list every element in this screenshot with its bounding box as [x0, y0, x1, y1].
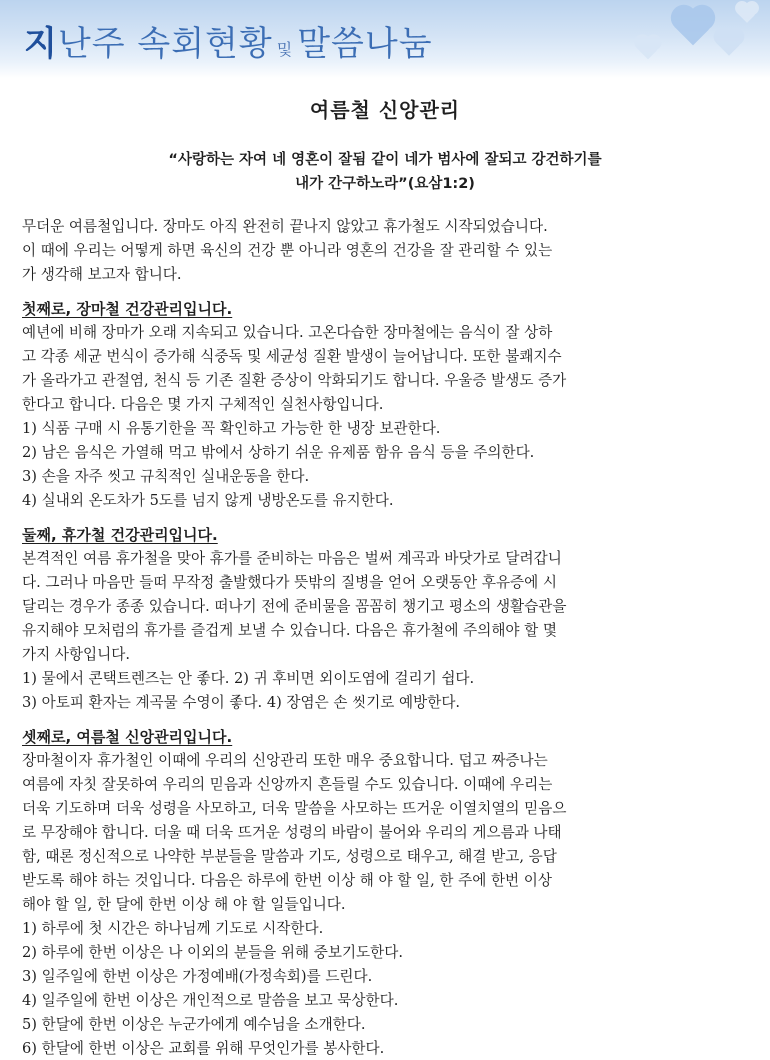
text-line: 달리는 경우가 종종 있습니다. 떠나기 전에 준비물을 꼼꼼히 챙기고 평소의 생활습관을 — [22, 598, 567, 615]
text-line: 가 올라가고 관절염, 천식 등 기존 질환 증상이 악화되기도 합니다. 우울증 발생도 증가 — [22, 372, 567, 389]
text-line: 받도록 해야 하는 것입니다. 다음은 하루에 한번 이상 해 야 할 일, 한 주에 한번 이상 — [22, 872, 552, 889]
text-line: 가지 사항입니다. — [22, 646, 130, 663]
text-line: 장마철이자 휴가철인 이때에 우리의 신앙관리 또한 매우 중요합니다. 덥고 짜증나는 — [22, 752, 548, 769]
list-item: 2) 하루에 한번 이상은 나 이외의 분들을 위해 중보기도한다. — [22, 944, 403, 961]
list-item: 4) 일주일에 한번 이상은 개인적으로 말씀을 보고 묵상한다. — [22, 992, 399, 1009]
text-line: 가 생각해 보고자 합니다. — [22, 266, 182, 283]
text-line: 로 무장해야 합니다. 더울 때 더욱 뜨거운 성령의 바람이 불어와 우리의 게으름과 나태 — [22, 824, 562, 841]
banner-title-tail: 말씀나눔 — [297, 24, 433, 64]
heart-icon — [675, 9, 712, 46]
text-line: 예년에 비해 장마가 오래 지속되고 있습니다. 고온다습한 장마철에는 음식이 잘 상하 — [22, 324, 553, 341]
scripture-verse — [40, 148, 730, 196]
text-line: 다. 그러나 마음만 들떠 무작정 출발했다가 뜻밖의 질병을 얻어 오랫동안 후유증에 시 — [22, 574, 557, 591]
intro-paragraph — [22, 215, 757, 287]
text-line: 무더운 여름철입니다. 장마도 아직 완전히 끝나지 않았고 휴가철도 시작되었습니다. — [22, 218, 548, 235]
heart-icon — [716, 30, 741, 55]
banner-title — [24, 16, 433, 65]
list-item: 1) 물에서 콘택트렌즈는 안 좋다. 2) 귀 후비면 외이도염에 걸리기 쉽다. — [22, 670, 475, 687]
list-item: 3) 아토피 환자는 계곡물 수영이 좋다. 4) 장염은 손 씻기로 예방한다. — [22, 694, 461, 711]
list-item: 4) 실내외 온도차가 5도를 넘지 않게 냉방온도를 유지한다. — [22, 492, 394, 509]
text-line: 유지해야 모처럼의 휴가를 즐겁게 보낼 수 있습니다. 다음은 휴가철에 주의해야 할 몇 — [22, 622, 557, 639]
text-line: 더욱 기도하며 더욱 성령을 사모하고, 더욱 말씀을 사모하는 뜨거운 이열치열의 믿음으 — [22, 800, 567, 817]
article-title: 여름철 신앙관리 — [309, 98, 461, 122]
section-monsoon-health — [22, 297, 757, 513]
heart-icon — [737, 3, 757, 23]
list-item: 1) 식품 구매 시 유통기한을 꼭 확인하고 가능한 한 냉장 보관한다. — [22, 420, 441, 437]
header-banner — [0, 0, 770, 78]
banner-title-initial: 지 — [24, 24, 58, 64]
list-item: 3) 일주일에 한번 이상은 가정예배(가정속회)를 드린다. — [22, 968, 373, 985]
text-line: 고 각종 세균 번식이 증가해 식중독 및 세균성 질환 발생이 늘어납니다. 또한 불쾌지수 — [22, 348, 562, 365]
verse-line: 내가 간구하노라”(요삼1:2) — [295, 176, 475, 192]
verse-line: “사랑하는 자여 네 영혼이 잘됨 같이 네가 범사에 잘되고 강건하기를 — [168, 152, 602, 168]
text-line: 한다고 합니다. 다음은 몇 가지 구체적인 실천사항입니다. — [22, 396, 384, 413]
list-item: 6) 한달에 한번 이상은 교회를 위해 무엇인가를 봉사한다. — [22, 1040, 385, 1057]
list-item: 1) 하루에 첫 시간은 하나님께 기도로 시작한다. — [22, 920, 324, 937]
banner-title-text: 난주 속회현황 — [57, 24, 273, 64]
list-item: 5) 한달에 한번 이상은 누군가에게 예수님을 소개한다. — [22, 1016, 366, 1033]
list-item: 3) 손을 자주 씻고 규칙적인 실내운동을 한다. — [22, 468, 310, 485]
banner-title-conjunction: 및 — [276, 40, 294, 59]
section-heading: 둘째, 휴가철 건강관리입니다. — [22, 526, 218, 544]
heart-icon — [637, 37, 660, 60]
text-line: 이 때에 우리는 어떻게 하면 육신의 건강 뿐 아니라 영혼의 건강을 잘 관리할 수 있는 — [22, 242, 553, 259]
section-heading: 셋째로, 여름철 신앙관리입니다. — [22, 728, 233, 746]
section-vacation-health — [22, 523, 757, 715]
list-item: 2) 남은 음식은 가열해 먹고 밖에서 상하기 쉬운 유제품 함유 음식 등을 주의한다. — [22, 444, 535, 461]
section-heading: 첫째로, 장마철 건강관리입니다. — [22, 300, 233, 318]
text-line: 함, 때론 정신적으로 나약한 부분들을 말씀과 기도, 성령으로 태우고, 해결 받고, 응답 — [22, 848, 557, 865]
text-line: 본격적인 여름 휴가철을 맞아 휴가를 준비하는 마음은 벌써 계곡과 바닷가로 달려갑니 — [22, 550, 562, 567]
text-line: 여름에 자칫 잘못하여 우리의 믿음과 신앙까지 흔들릴 수도 있습니다. 이때에 우리는 — [22, 776, 553, 793]
article-body — [22, 215, 757, 1060]
section-faith-management — [22, 725, 757, 1060]
text-line: 해야 할 일, 한 달에 한번 이상 해 야 할 일들입니다. — [22, 896, 346, 913]
